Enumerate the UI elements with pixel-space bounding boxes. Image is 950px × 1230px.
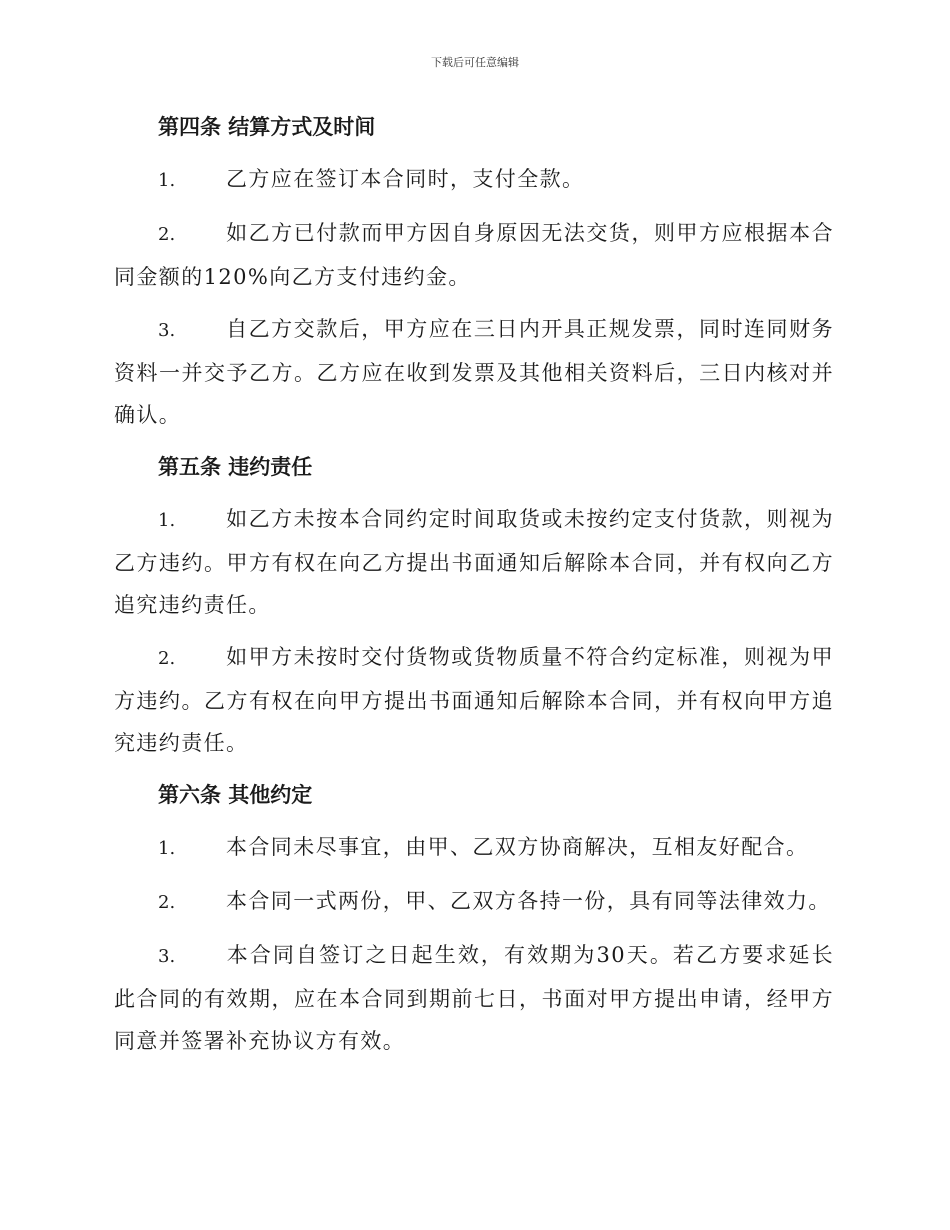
clause [114,212,834,298]
clause-number: 1. [158,510,176,531]
clause [114,636,834,764]
section-title: 第六条 其他约定 [158,782,313,807]
clause-text: 如乙方未按本合同约定时间取货或未按约定支付货款，则视为乙方违约。甲方有权在向乙方提出书面通知后解除本合同，并有权向乙方追究违约责任。 [114,507,834,617]
page-header: 下载后可任意编辑 [431,56,519,69]
clause-text: 如乙方已付款而甲方因自身原因无法交货，则甲方应根据本合同金额的120%向乙方支付违约金。 [114,221,834,289]
clause-number: 3. [158,946,176,967]
section-article-6 [114,774,834,1062]
clause [114,308,834,436]
clause-number: 1. [158,170,176,191]
clause-number: 2. [158,892,176,913]
clause [114,826,834,870]
clause-text: 本合同一式两份，甲、乙双方各持一份，具有同等法律效力。 [226,889,831,913]
clause-number: 1. [158,838,176,859]
clause-text: 乙方应在签订本合同时，支付全款。 [226,167,585,191]
document-body [114,106,834,1072]
clause [114,158,834,202]
clause [114,498,834,626]
clause [114,880,834,924]
section-title: 第五条 违约责任 [158,454,313,479]
clause-text: 本合同自签订之日起生效，有效期为30天。若乙方要求延长此合同的有效期，应在本合同到期前七日，书面对甲方提出申请，经甲方同意并签署补充协议方有效。 [114,943,834,1053]
section-title: 第四条 结算方式及时间 [158,114,376,139]
clause-number: 3. [158,320,176,341]
section-article-4 [114,106,834,436]
clause-number: 2. [158,648,176,669]
clause-text: 自乙方交款后，甲方应在三日内开具正规发票，同时连同财务资料一并交予乙方。乙方应在收到发票及其他相关资料后，三日内核对并确认。 [114,317,834,427]
section-article-5 [114,446,834,764]
clause-number: 2. [158,224,176,245]
clause [114,934,834,1062]
clause-text: 本合同未尽事宜，由甲、乙双方协商解决，互相友好配合。 [226,835,809,859]
clause-text: 如甲方未按时交付货物或货物质量不符合约定标准，则视为甲方违约。乙方有权在向甲方提出书面通知后解除本合同，并有权向甲方追究违约责任。 [114,645,834,755]
